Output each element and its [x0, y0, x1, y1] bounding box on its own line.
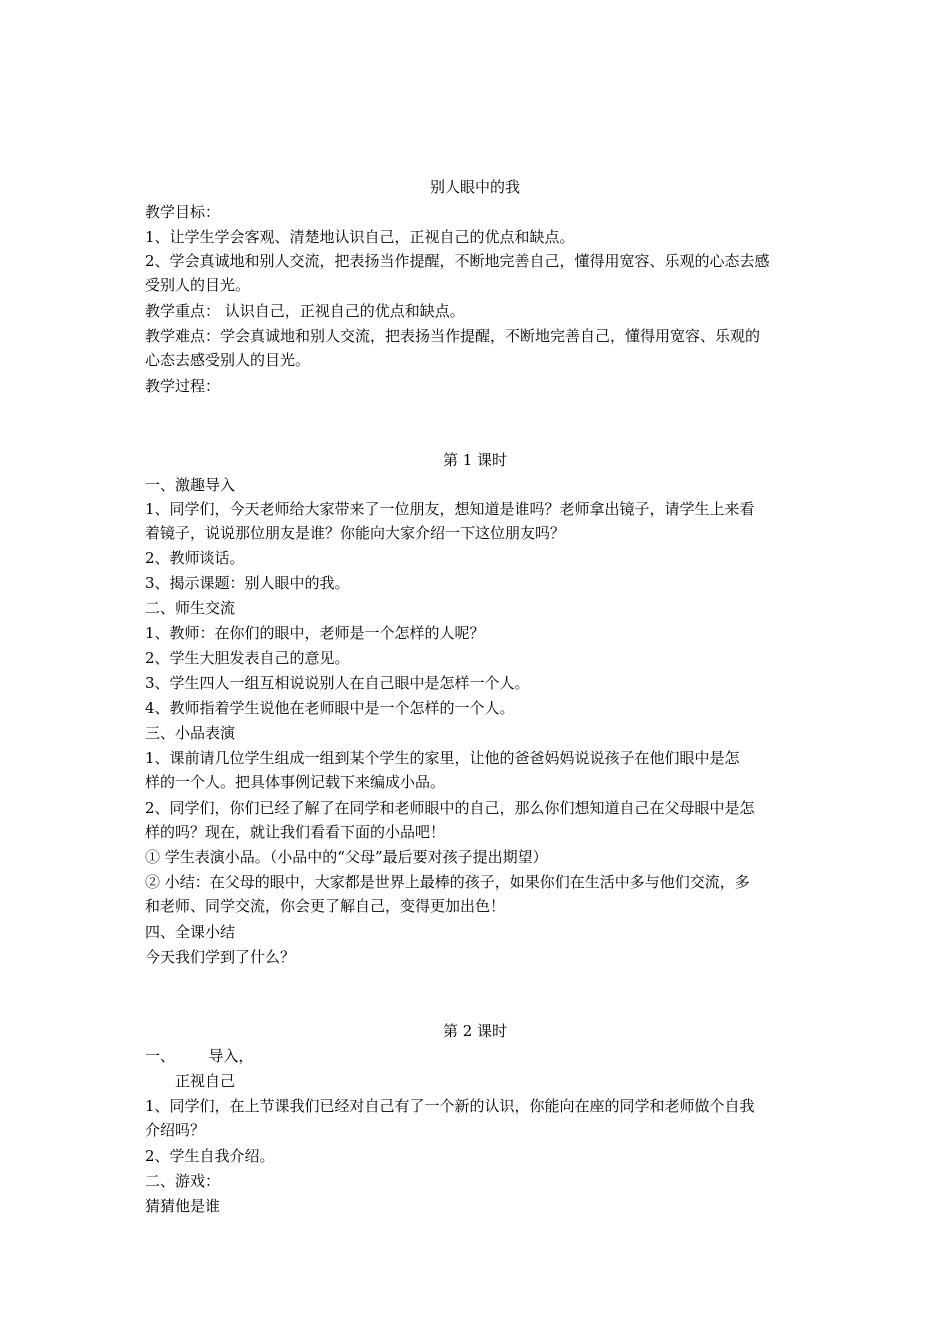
lesson-2-paragraph: 猜猜他是谁 [145, 1197, 221, 1215]
lesson-2-paragraph: 介绍吗？ [145, 1121, 206, 1139]
lesson-1-section-2-title: 二、师生交流 [145, 599, 236, 617]
lesson-2-section-2-title: 二、游戏： [145, 1172, 221, 1190]
process-heading: 教学过程： [145, 377, 221, 395]
lesson-1-paragraph: 2、学生大胆发表自己的意见。 [145, 649, 350, 667]
lesson-1-heading: 第 1 课时 [442, 451, 508, 469]
lesson-1-paragraph: 和老师、同学交流，你会更了解自己，变得更加出色！ [145, 897, 506, 915]
lesson-1-paragraph: 4、教师指着学生说他在老师眼中是一个怎样的一个人。 [145, 699, 515, 717]
lesson-2-paragraph: 1、同学们，在上节课我们已经对自己有了一个新的认识，你能向在座的同学和老师做个自我 [145, 1097, 755, 1115]
lesson-1-paragraph: 今天我们学到了什么？ [145, 948, 296, 966]
lesson-1-paragraph: ① 学生表演小品。（小品中的“父母”最后要对孩子提出期望） [145, 848, 548, 866]
lesson-2-section-1-subtitle: 正视自己 [175, 1072, 236, 1090]
lesson-1-paragraph: 2、同学们，你们已经了解了在同学和老师眼中的自己，那么你们想知道自己在父母眼中是怎 [145, 799, 755, 817]
lesson-1-paragraph: 2、教师谈话。 [145, 549, 245, 567]
key-point: 教学重点： 认识自己，正视自己的优点和缺点。 [145, 302, 465, 320]
goal-2-line-1: 2、学会真诚地和别人交流，把表扬当作提醒，不断地完善自己，懂得用宽容、乐观的心态去感 [145, 252, 770, 270]
goals-heading: 教学目标： [145, 203, 221, 221]
lesson-1-paragraph: 1、课前请几位学生组成一组到某个学生的家里，让他的爸爸妈妈说说孩子在他们眼中是怎 [145, 749, 740, 767]
lesson-1-paragraph: 样的吗？现在，就让我们看看下面的小品吧！ [145, 823, 446, 841]
lesson-1-paragraph: 3、学生四人一组互相说说别人在自己眼中是怎样一个人。 [145, 674, 530, 692]
difficulty-line-1: 教学难点：学会真诚地和别人交流，把表扬当作提醒，不断地完善自己，懂得用宽容、乐观的 [145, 327, 761, 345]
goal-2-line-2: 受别人的目光。 [145, 276, 251, 294]
lesson-1-paragraph: 1、教师：在你们的眼中，老师是一个怎样的人呢？ [145, 624, 485, 642]
lesson-1-section-3-title: 三、小品表演 [145, 724, 236, 742]
goal-1: 1、让学生学会客观、清楚地认识自己，正视自己的优点和缺点。 [145, 228, 575, 246]
lesson-2-section-1-title: 一、 导入， [145, 1047, 254, 1065]
page-title: 别人眼中的我 [429, 178, 520, 196]
lesson-2-heading: 第 2 课时 [442, 1022, 508, 1040]
lesson-1-paragraph: 3、揭示课题：别人眼中的我。 [145, 574, 350, 592]
difficulty-line-2: 心态去感受别人的目光。 [145, 351, 311, 369]
lesson-1-section-1-title: 一、激趣导入 [145, 476, 236, 494]
lesson-2-paragraph: 2、学生自我介绍。 [145, 1147, 275, 1165]
lesson-1-paragraph: ② 小结：在父母的眼中，大家都是世界上最棒的孩子，如果你们在生活中多与他们交流，多 [145, 873, 750, 891]
lesson-1-paragraph: 着镜子，说说那位朋友是谁？你能向大家介绍一下这位朋友吗？ [145, 524, 566, 542]
lesson-1-paragraph: 样的一个人。把具体事例记载下来编成小品。 [145, 773, 446, 791]
lesson-1-paragraph: 1、同学们，今天老师给大家带来了一位朋友，想知道是谁吗？老师拿出镜子，请学生上来看 [145, 500, 755, 518]
lesson-1-section-4-title: 四、全课小结 [145, 923, 236, 941]
